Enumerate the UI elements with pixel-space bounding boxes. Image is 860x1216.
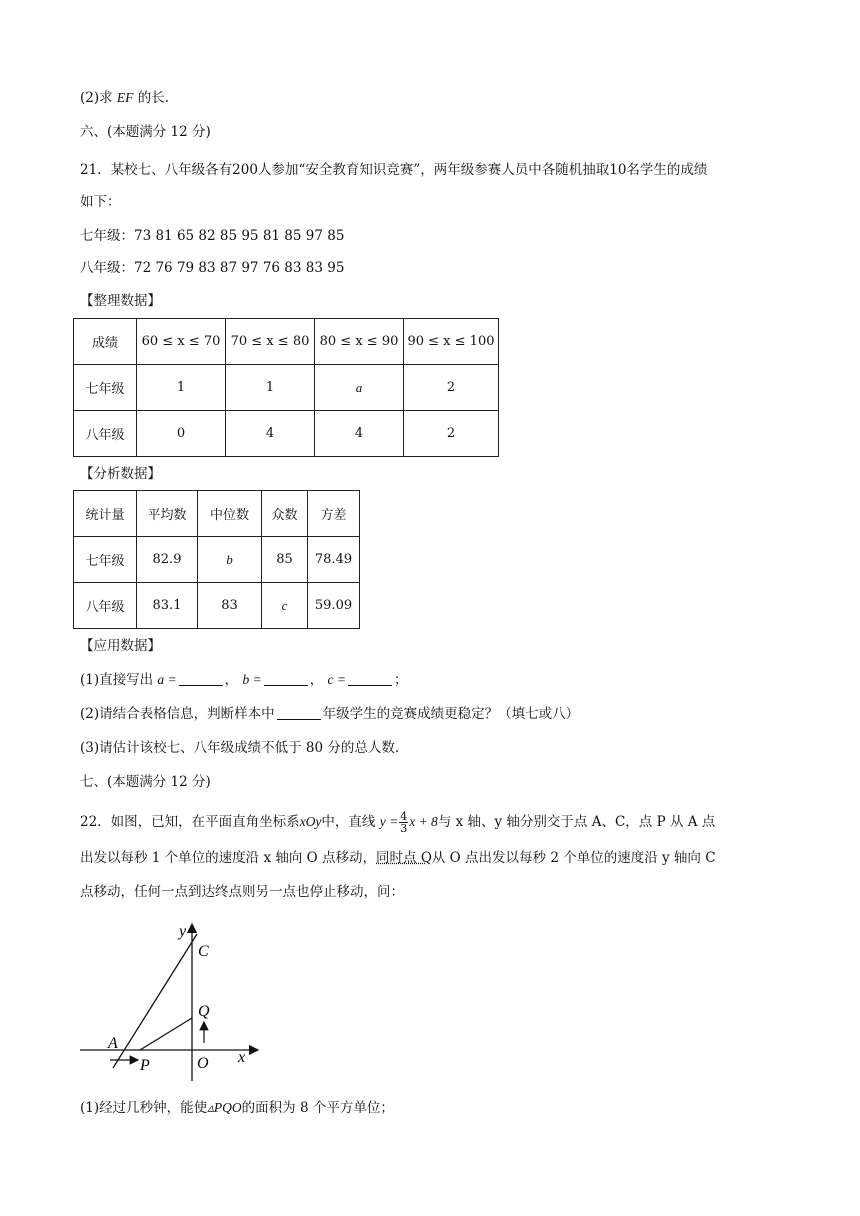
table2-cell: 82.9	[137, 537, 198, 583]
grade7-scores: 七年级：73 81 65 82 85 95 81 85 97 85	[80, 228, 345, 244]
xoy-symbol: xOy	[299, 814, 322, 829]
table1-cell: 4	[315, 411, 404, 457]
table2-header-row	[74, 491, 360, 537]
organize-data-heading: 【整理数据】	[80, 293, 161, 309]
table1-cell: 2	[404, 411, 499, 457]
table-row	[74, 537, 360, 583]
segment-pq	[140, 1018, 192, 1050]
table2-cell: 八年级	[74, 583, 137, 629]
q21-part3: (3)请估计该校七、八年级成绩不低于 80 分的总人数.	[80, 740, 400, 756]
table2-header: 中位数	[198, 491, 262, 537]
table1-header: 70 ≤ x ≤ 80	[226, 319, 315, 365]
q22-line1-b: 中，直线	[321, 814, 376, 830]
q22-line2-a: 出发以每秒 1 个单位的速度沿 x 轴向 O 点移动，	[80, 850, 377, 866]
q22-line2	[80, 848, 716, 868]
table1-cell: 0	[137, 411, 226, 457]
table1-header: 成绩	[74, 319, 137, 365]
terminator: ；	[394, 672, 408, 688]
table1-cell: a	[315, 365, 404, 411]
label-a: A	[108, 1035, 118, 1052]
q20-part2-suffix: 的长.	[137, 90, 170, 106]
score-distribution-table	[73, 318, 499, 457]
table1-header: 60 ≤ x ≤ 70	[137, 319, 226, 365]
answer-b-label: b =	[242, 672, 262, 687]
table-row	[74, 411, 499, 457]
answer-a-blank[interactable]	[179, 671, 223, 686]
table2-cell: 59.09	[308, 583, 360, 629]
q21-part1	[80, 670, 408, 690]
q21-part2-suffix: 年级学生的竞赛成绩更稳定？（填七或八）	[322, 706, 580, 722]
label-q: Q	[198, 1003, 210, 1020]
answer-c-label: c =	[327, 672, 346, 687]
fraction-4-3	[399, 811, 408, 834]
table1-cell: 八年级	[74, 411, 137, 457]
equation-rest: x + 8	[409, 814, 438, 829]
table1-header: 90 ≤ x ≤ 100	[404, 319, 499, 365]
answer-a-label: a =	[157, 672, 177, 687]
q22-part1	[80, 1098, 394, 1118]
q22-line1	[80, 810, 715, 834]
q21-intro-line1: 21．某校七、八年级各有200人参加“安全教育知识竞赛”，两年级参赛人员中各随机抽取10名学生的成绩	[80, 162, 708, 178]
q21-part1-prefix: (1)直接写出	[80, 672, 154, 688]
apply-data-heading: 【应用数据】	[80, 638, 161, 654]
grade8-scores: 八年级：72 76 79 83 87 97 76 83 83 95	[80, 260, 345, 276]
q22-line3: 点移动，任何一点到达终点则另一点也停止移动，问：	[80, 884, 404, 900]
label-c: C	[198, 943, 209, 960]
statistics-table	[73, 490, 360, 629]
table2-header: 统计量	[74, 491, 137, 537]
fraction-numerator: 4	[400, 810, 408, 823]
section-6-heading: 六、(本题满分 12 分)	[80, 124, 211, 140]
triangle-pqo: ▵PQO	[207, 1100, 242, 1115]
q21-part2-prefix: (2)请结合表格信息，判断样本中	[80, 706, 275, 722]
label-y: y	[179, 923, 187, 940]
separator: ，	[309, 672, 324, 688]
table2-cell: c	[262, 583, 308, 629]
q20-part2	[80, 88, 169, 108]
table2-cell: 85	[262, 537, 308, 583]
table1-header: 80 ≤ x ≤ 90	[315, 319, 404, 365]
line-ac	[113, 934, 197, 1068]
q20-part2-prefix: (2)求	[80, 90, 113, 106]
q21-intro-line2: 如下：	[80, 194, 121, 210]
table1-cell: 1	[226, 365, 315, 411]
table2-cell: 83.1	[137, 583, 198, 629]
table1-cell: 1	[137, 365, 226, 411]
q22-line2-b: 从 O 点出发以每秒 2 个单位的速度沿 y 轴向 C	[431, 850, 716, 866]
grade-blank[interactable]	[277, 705, 321, 720]
q22-line1-c: 与 x 轴、y 轴分别交于点 A、C，点 P 从 A 点	[437, 814, 716, 830]
table2-cell: b	[198, 537, 262, 583]
analyze-data-heading: 【分析数据】	[80, 466, 161, 482]
table2-header: 平均数	[137, 491, 198, 537]
q21-part2	[80, 704, 579, 724]
coordinate-figure	[78, 918, 264, 1084]
answer-c-blank[interactable]	[348, 671, 392, 686]
q22-part1-prefix: (1)经过几秒钟，能使	[80, 1100, 208, 1116]
table2-cell: 83	[198, 583, 262, 629]
table1-cell: 4	[226, 411, 315, 457]
q20-part2-var: EF	[116, 90, 134, 105]
section-7-heading: 七、(本题满分 12 分)	[80, 774, 211, 790]
table2-cell: 七年级	[74, 537, 137, 583]
answer-b-blank[interactable]	[264, 671, 308, 686]
label-x: x	[238, 1049, 246, 1066]
separator: ，	[224, 672, 239, 688]
table-row	[74, 365, 499, 411]
table2-header: 众数	[262, 491, 308, 537]
equation-y: y =	[379, 814, 399, 829]
table-row	[74, 583, 360, 629]
q22-part1-suffix: 的面积为 8 个平方单位；	[241, 1100, 394, 1116]
table2-header: 方差	[308, 491, 360, 537]
label-p: P	[140, 1057, 150, 1074]
table1-cell: 七年级	[74, 365, 137, 411]
q22-line1-a: 22．如图，已知，在平面直角坐标系	[80, 814, 300, 830]
fraction-denominator: 3	[400, 822, 408, 835]
table1-cell: 2	[404, 365, 499, 411]
label-o: O	[197, 1055, 209, 1072]
table2-cell: 78.49	[308, 537, 360, 583]
table1-header-row	[74, 319, 499, 365]
q22-line2-emphasis: 同时点 Q	[376, 850, 432, 866]
